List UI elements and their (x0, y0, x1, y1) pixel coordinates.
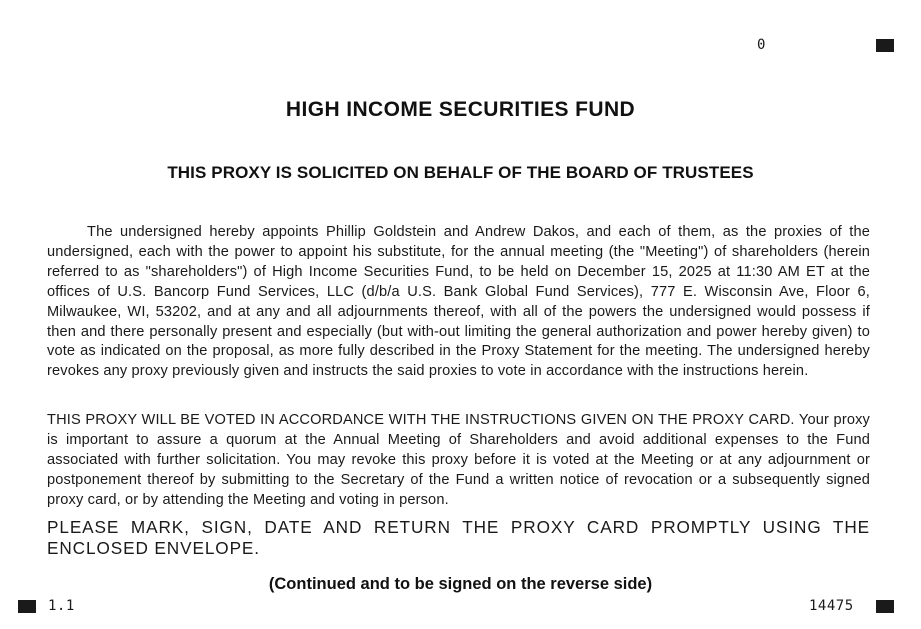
fund-title: HIGH INCOME SECURITIES FUND (285, 98, 636, 121)
registration-mark-bottom-left (18, 600, 36, 613)
footer-right-code: 14475 (809, 598, 854, 614)
return-instruction: PLEASE MARK, SIGN, DATE AND RETURN THE PROXY CARD PROMPTLY USING THE ENCLOSED ENVELOPE. (47, 517, 870, 558)
corner-code: 0 (757, 37, 766, 53)
registration-mark-bottom-right (876, 600, 894, 613)
voting-instructions-paragraph: THIS PROXY WILL BE VOTED IN ACCORDANCE WITH THE INSTRUCTIONS GIVEN ON THE PROXY CARD. Your proxy is important to assure a quorum at the Annual Meeting of Shareholders and avoid additional expenses to the Fund associated with further solicitation. You may revoke this proxy before it is voted at the Meeting or at any adjournment or postponement thereof by submitting to the Secretary of the Fund a written notice of revocation or a subsequently signed proxy card, or by attending the Meeting and voting in person. (47, 412, 870, 508)
footer-left-code: 1.1 (48, 598, 75, 614)
registration-mark-top-right (876, 39, 894, 52)
appointment-paragraph: The undersigned hereby appoints Phillip Goldstein and Andrew Dakos, and each of them, as the proxies of the undersigned, each with the power to appoint his substitute, for the annual meeting (the "Meeting") of shareholders (herein referred to as "shareholders") of High Income Securities Fund, to be held on December 15, 2025 at 11:30 AM ET at the offices of U.S. Bancorp Fund Services, LLC (d/b/a U.S. Bank Global Fund Services), 777 E. Wisconsin Ave, Floor 6, Milwaukee, WI, 53202, and at any and all adjournments thereof, with all of the powers the undersigned would possess if then and there personally present and especially (but with-out limiting the general authorization and power hereby given) to vote as indicated on the proposal, as more fully described in the Proxy Statement for the meeting. The undersigned hereby revokes any proxy previously given and instructs the said proxies to vote in accordance with the instructions herein. (47, 224, 870, 380)
continued-note: (Continued and to be signed on the reverse side) (268, 575, 653, 593)
proxy-subtitle: THIS PROXY IS SOLICITED ON BEHALF OF THE BOARD OF TRUSTEES (167, 163, 754, 182)
